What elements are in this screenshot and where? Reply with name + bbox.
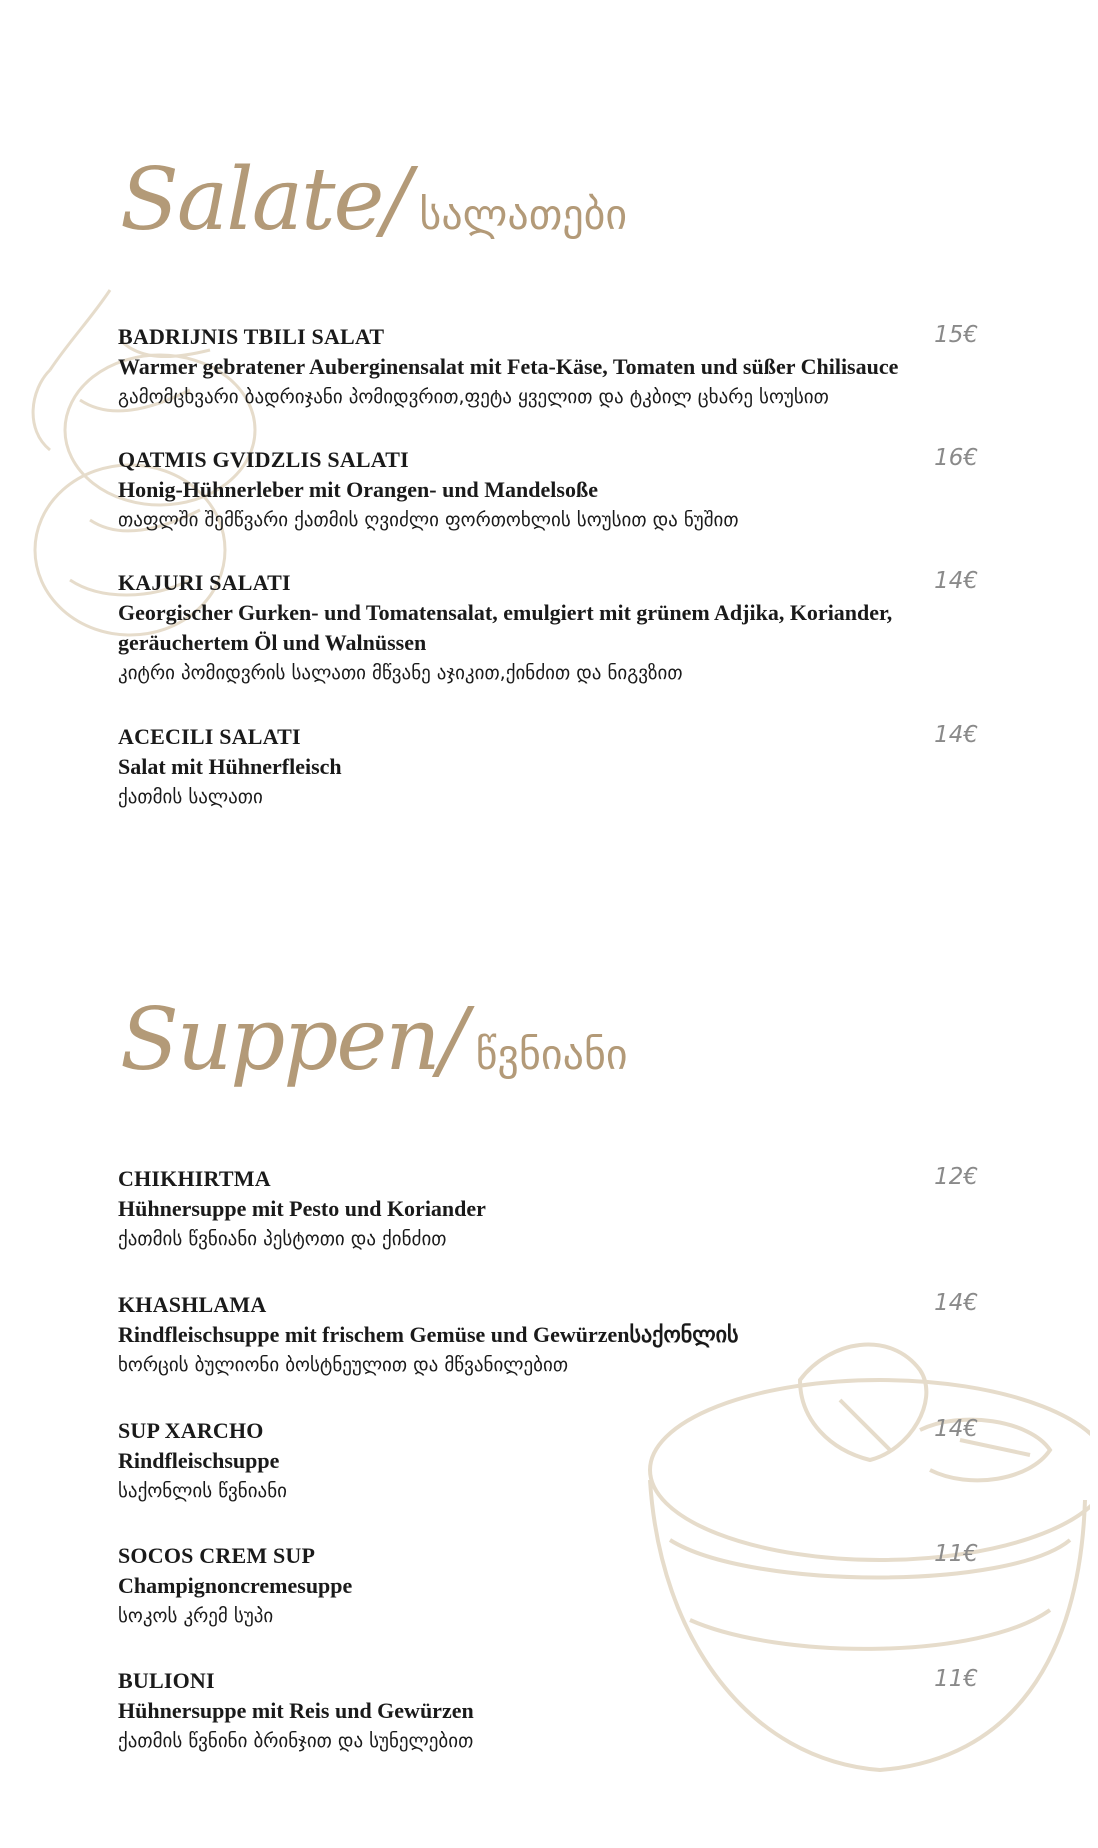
menu-item (118, 568, 978, 688)
section-title-georgian: სალათები (419, 190, 628, 239)
section-title-script: Suppen/ (120, 990, 466, 1090)
item-description-de: Rindfleischsuppe (118, 1448, 280, 1473)
item-description-ka: სოკოს კრემ სუპი (118, 1605, 274, 1627)
menu-item (118, 722, 978, 812)
section-title-suppen (120, 990, 628, 1090)
item-description-ka: ქათმის წვნინი ბრინჯით და სუნელებით (118, 1730, 474, 1752)
menu-item (118, 445, 978, 535)
item-price: 14€ (934, 722, 978, 748)
item-name: KAJURI SALATI (118, 570, 291, 595)
section-title-salate (120, 150, 627, 250)
item-price: 14€ (934, 1290, 978, 1316)
item-price: 15€ (934, 322, 978, 348)
item-price: 14€ (934, 1416, 978, 1442)
item-price: 16€ (934, 445, 978, 471)
item-name: KHASHLAMA (118, 1292, 267, 1317)
item-description-ka: ქათმის სალათი (118, 786, 263, 808)
menu-item (118, 1666, 978, 1756)
item-description-ka: თაფლში შემწვარი ქათმის ღვიძლი ფორთოხლის სოუსით და ნუშით (118, 509, 739, 531)
item-description-de: Georgischer Gurken- und Tomatensalat, emulgiert mit grünem Adjika, Koriander, geräuchertem Öl und Walnüssen (118, 600, 893, 655)
item-name: SUP XARCHO (118, 1418, 264, 1443)
item-price: 12€ (934, 1164, 978, 1190)
item-name: BADRIJNIS TBILI SALAT (118, 324, 385, 349)
item-description-ka: კიტრი პომიდვრის სალათი მწვანე აჯიკით,ქინძით და ნიგვზით (118, 662, 683, 684)
menu-item (118, 1541, 978, 1631)
item-description-de: Champignoncremesuppe (118, 1573, 353, 1598)
item-description-de: Rindfleischsuppe mit frischem Gemüse und Gewürzenსაქონლის (118, 1322, 739, 1347)
menu-item (118, 1290, 978, 1380)
item-price: 11€ (934, 1541, 978, 1567)
menu-item (118, 1416, 978, 1506)
item-description-ka: გამომცხვარი ბადრიჯანი პომიდვრით,ფეტა ყველით და ტკბილ ცხარე სოუსით (118, 386, 829, 408)
menu-item (118, 1164, 978, 1254)
item-description-de: Honig-Hühnerleber mit Orangen- und Mandelsoße (118, 477, 598, 502)
item-name: CHIKHIRTMA (118, 1166, 271, 1191)
item-description-ka: ქათმის წვნიანი პესტოთი და ქინძით (118, 1228, 447, 1250)
item-price: 11€ (934, 1666, 978, 1692)
item-description-ka: ხორცის ბულიონი ბოსტნეულით და მწვანილებით (118, 1354, 569, 1376)
item-name: QATMIS GVIDZLIS SALATI (118, 447, 409, 472)
section-title-script: Salate/ (120, 150, 410, 250)
item-description-de: Hühnersuppe mit Reis und Gewürzen (118, 1698, 474, 1723)
item-price: 14€ (934, 568, 978, 594)
section-title-georgian: წვნიანი (475, 1030, 628, 1079)
item-name: BULIONI (118, 1668, 215, 1693)
item-name: SOCOS CREM SUP (118, 1543, 316, 1568)
item-description-de: Hühnersuppe mit Pesto und Koriander (118, 1196, 486, 1221)
item-description-de: Salat mit Hühnerfleisch (118, 754, 342, 779)
item-name: ACECILI SALATI (118, 724, 301, 749)
menu-item (118, 322, 978, 412)
item-description-ka: საქონლის წვნიანი (118, 1480, 287, 1502)
item-description-de: Warmer gebratener Auberginensalat mit Feta-Käse, Tomaten und süßer Chilisauce (118, 354, 899, 379)
